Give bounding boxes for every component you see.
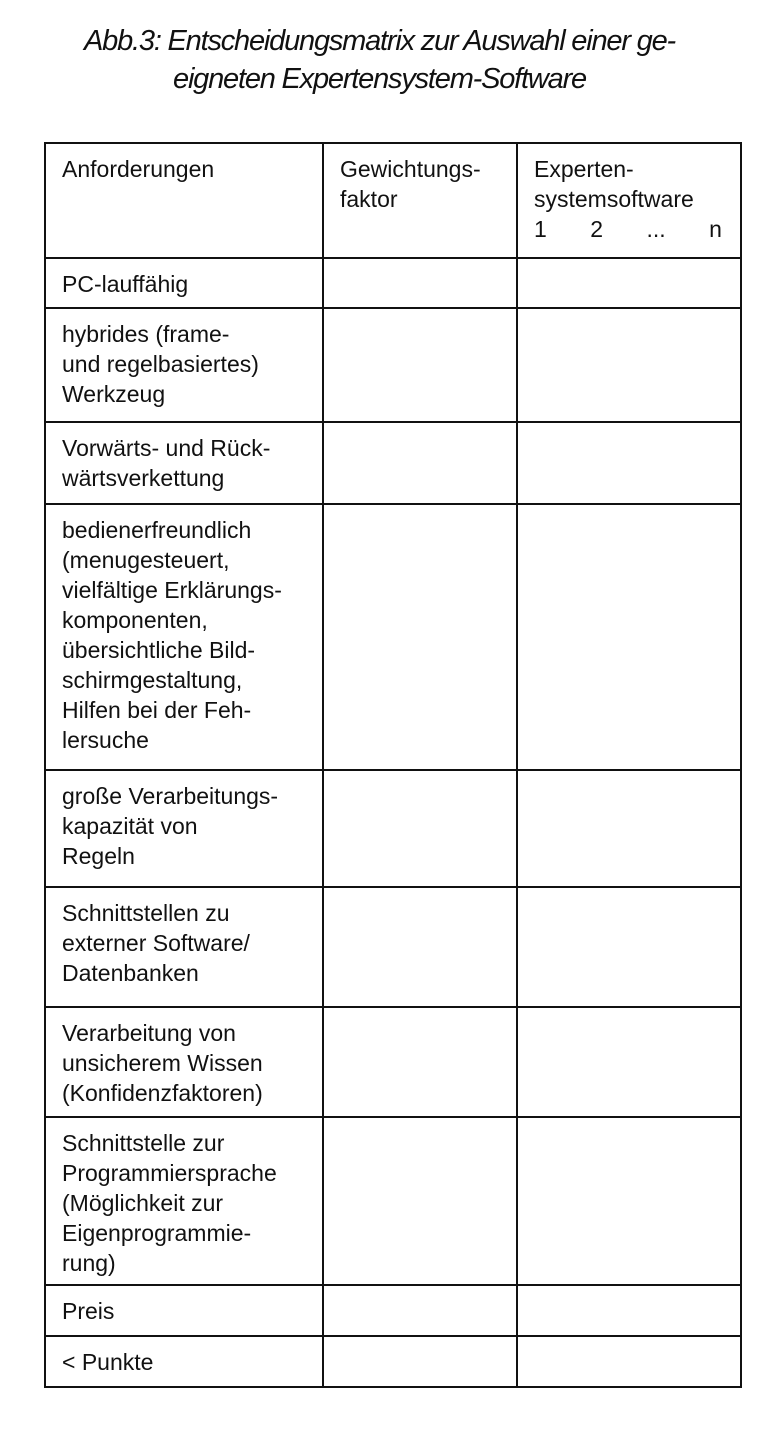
requirement-text: < Punkte — [62, 1349, 154, 1375]
weighting-cell — [323, 1007, 517, 1117]
weighting-cell — [323, 1336, 517, 1387]
requirement-text: wärtsverkettung — [62, 465, 225, 491]
software-cell — [517, 308, 741, 422]
requirement-text: Preis — [62, 1298, 115, 1324]
software-cell — [517, 887, 741, 1007]
requirement-text: komponenten, — [62, 607, 208, 633]
weighting-cell — [323, 887, 517, 1007]
software-cell — [517, 1336, 741, 1387]
header-software-label-2: systemsoftware — [534, 186, 694, 212]
requirement-text: PC-lauffähig — [62, 271, 189, 297]
weighting-cell — [323, 258, 517, 308]
table-row — [45, 308, 741, 422]
software-cell — [517, 1285, 741, 1336]
requirement-cell — [45, 504, 323, 770]
header-weighting-label-1: Gewichtungs- — [340, 156, 481, 182]
requirement-text: Eigenprogrammie- — [62, 1220, 252, 1246]
software-cell — [517, 1117, 741, 1285]
software-cell — [517, 504, 741, 770]
requirement-text: bedienerfreundlich — [62, 517, 252, 543]
requirement-text: kapazität von — [62, 813, 198, 839]
software-cell — [517, 1007, 741, 1117]
software-numbering — [534, 214, 726, 244]
requirement-text: (Möglichkeit zur — [62, 1190, 224, 1216]
weighting-cell — [323, 770, 517, 887]
software-number-2: 2 — [590, 216, 604, 242]
header-expert-system-software — [517, 143, 741, 258]
header-weighting-label-2: faktor — [340, 186, 398, 212]
requirement-cell — [45, 258, 323, 308]
requirement-text: schirmgestaltung, — [62, 667, 243, 693]
table-row — [45, 1285, 741, 1336]
header-requirements — [45, 143, 323, 258]
requirement-text: Regeln — [62, 843, 135, 869]
requirement-text: Programmiersprache — [62, 1160, 277, 1186]
header-software-label-1: Experten- — [534, 156, 634, 182]
caption-line-2: eigneten Expertensystem-Software — [173, 63, 586, 95]
requirement-cell — [45, 887, 323, 1007]
requirement-text: Vorwärts- und Rück- — [62, 435, 271, 461]
requirement-text: Hilfen bei der Feh- — [62, 697, 252, 723]
requirement-cell — [45, 1007, 323, 1117]
table-row — [45, 770, 741, 887]
caption-line-1: Abb.3: Entscheidungsmatrix zur Auswahl einer ge- — [84, 25, 675, 57]
software-cell — [517, 422, 741, 504]
requirement-cell — [45, 1336, 323, 1387]
software-number-ellipsis: ... — [646, 216, 666, 242]
software-cell — [517, 258, 741, 308]
weighting-cell — [323, 504, 517, 770]
requirement-text: Datenbanken — [62, 960, 199, 986]
weighting-cell — [323, 308, 517, 422]
table-row — [45, 1117, 741, 1285]
table-row — [45, 258, 741, 308]
software-cell — [517, 770, 741, 887]
table-row — [45, 504, 741, 770]
table-row — [45, 887, 741, 1007]
requirement-text: rung) — [62, 1250, 116, 1276]
software-number-n: n — [709, 216, 722, 242]
requirement-text: (Konfidenzfaktoren) — [62, 1080, 263, 1106]
decision-matrix-table — [44, 142, 742, 1388]
requirement-text: und regelbasiertes) — [62, 351, 259, 377]
requirement-text: hybrides (frame- — [62, 321, 230, 347]
requirement-cell — [45, 1285, 323, 1336]
requirement-text: Schnittstellen zu — [62, 900, 230, 926]
requirement-text: unsicherem Wissen — [62, 1050, 263, 1076]
requirement-text: (menugesteuert, — [62, 547, 230, 573]
requirement-text: vielfältige Erklärungs- — [62, 577, 282, 603]
requirement-cell — [45, 422, 323, 504]
requirement-cell — [45, 770, 323, 887]
table-row — [45, 422, 741, 504]
requirement-text: übersichtliche Bild- — [62, 637, 256, 663]
table-row — [45, 1007, 741, 1117]
requirement-cell — [45, 308, 323, 422]
requirement-text: Verarbeitung von — [62, 1020, 236, 1046]
table-header-row — [45, 143, 741, 258]
table-row — [45, 1336, 741, 1387]
requirement-text: lersuche — [62, 727, 149, 753]
requirement-text: externer Software/ — [62, 930, 250, 956]
requirement-text: Schnittstelle zur — [62, 1130, 225, 1156]
header-requirements-label: Anforderungen — [62, 156, 215, 182]
requirement-text: Werkzeug — [62, 381, 166, 407]
figure-caption — [20, 22, 739, 98]
weighting-cell — [323, 1117, 517, 1285]
header-weighting-factor — [323, 143, 517, 258]
weighting-cell — [323, 1285, 517, 1336]
weighting-cell — [323, 422, 517, 504]
requirement-cell — [45, 1117, 323, 1285]
requirement-text: große Verarbeitungs- — [62, 783, 279, 809]
software-number-1: 1 — [534, 216, 547, 242]
